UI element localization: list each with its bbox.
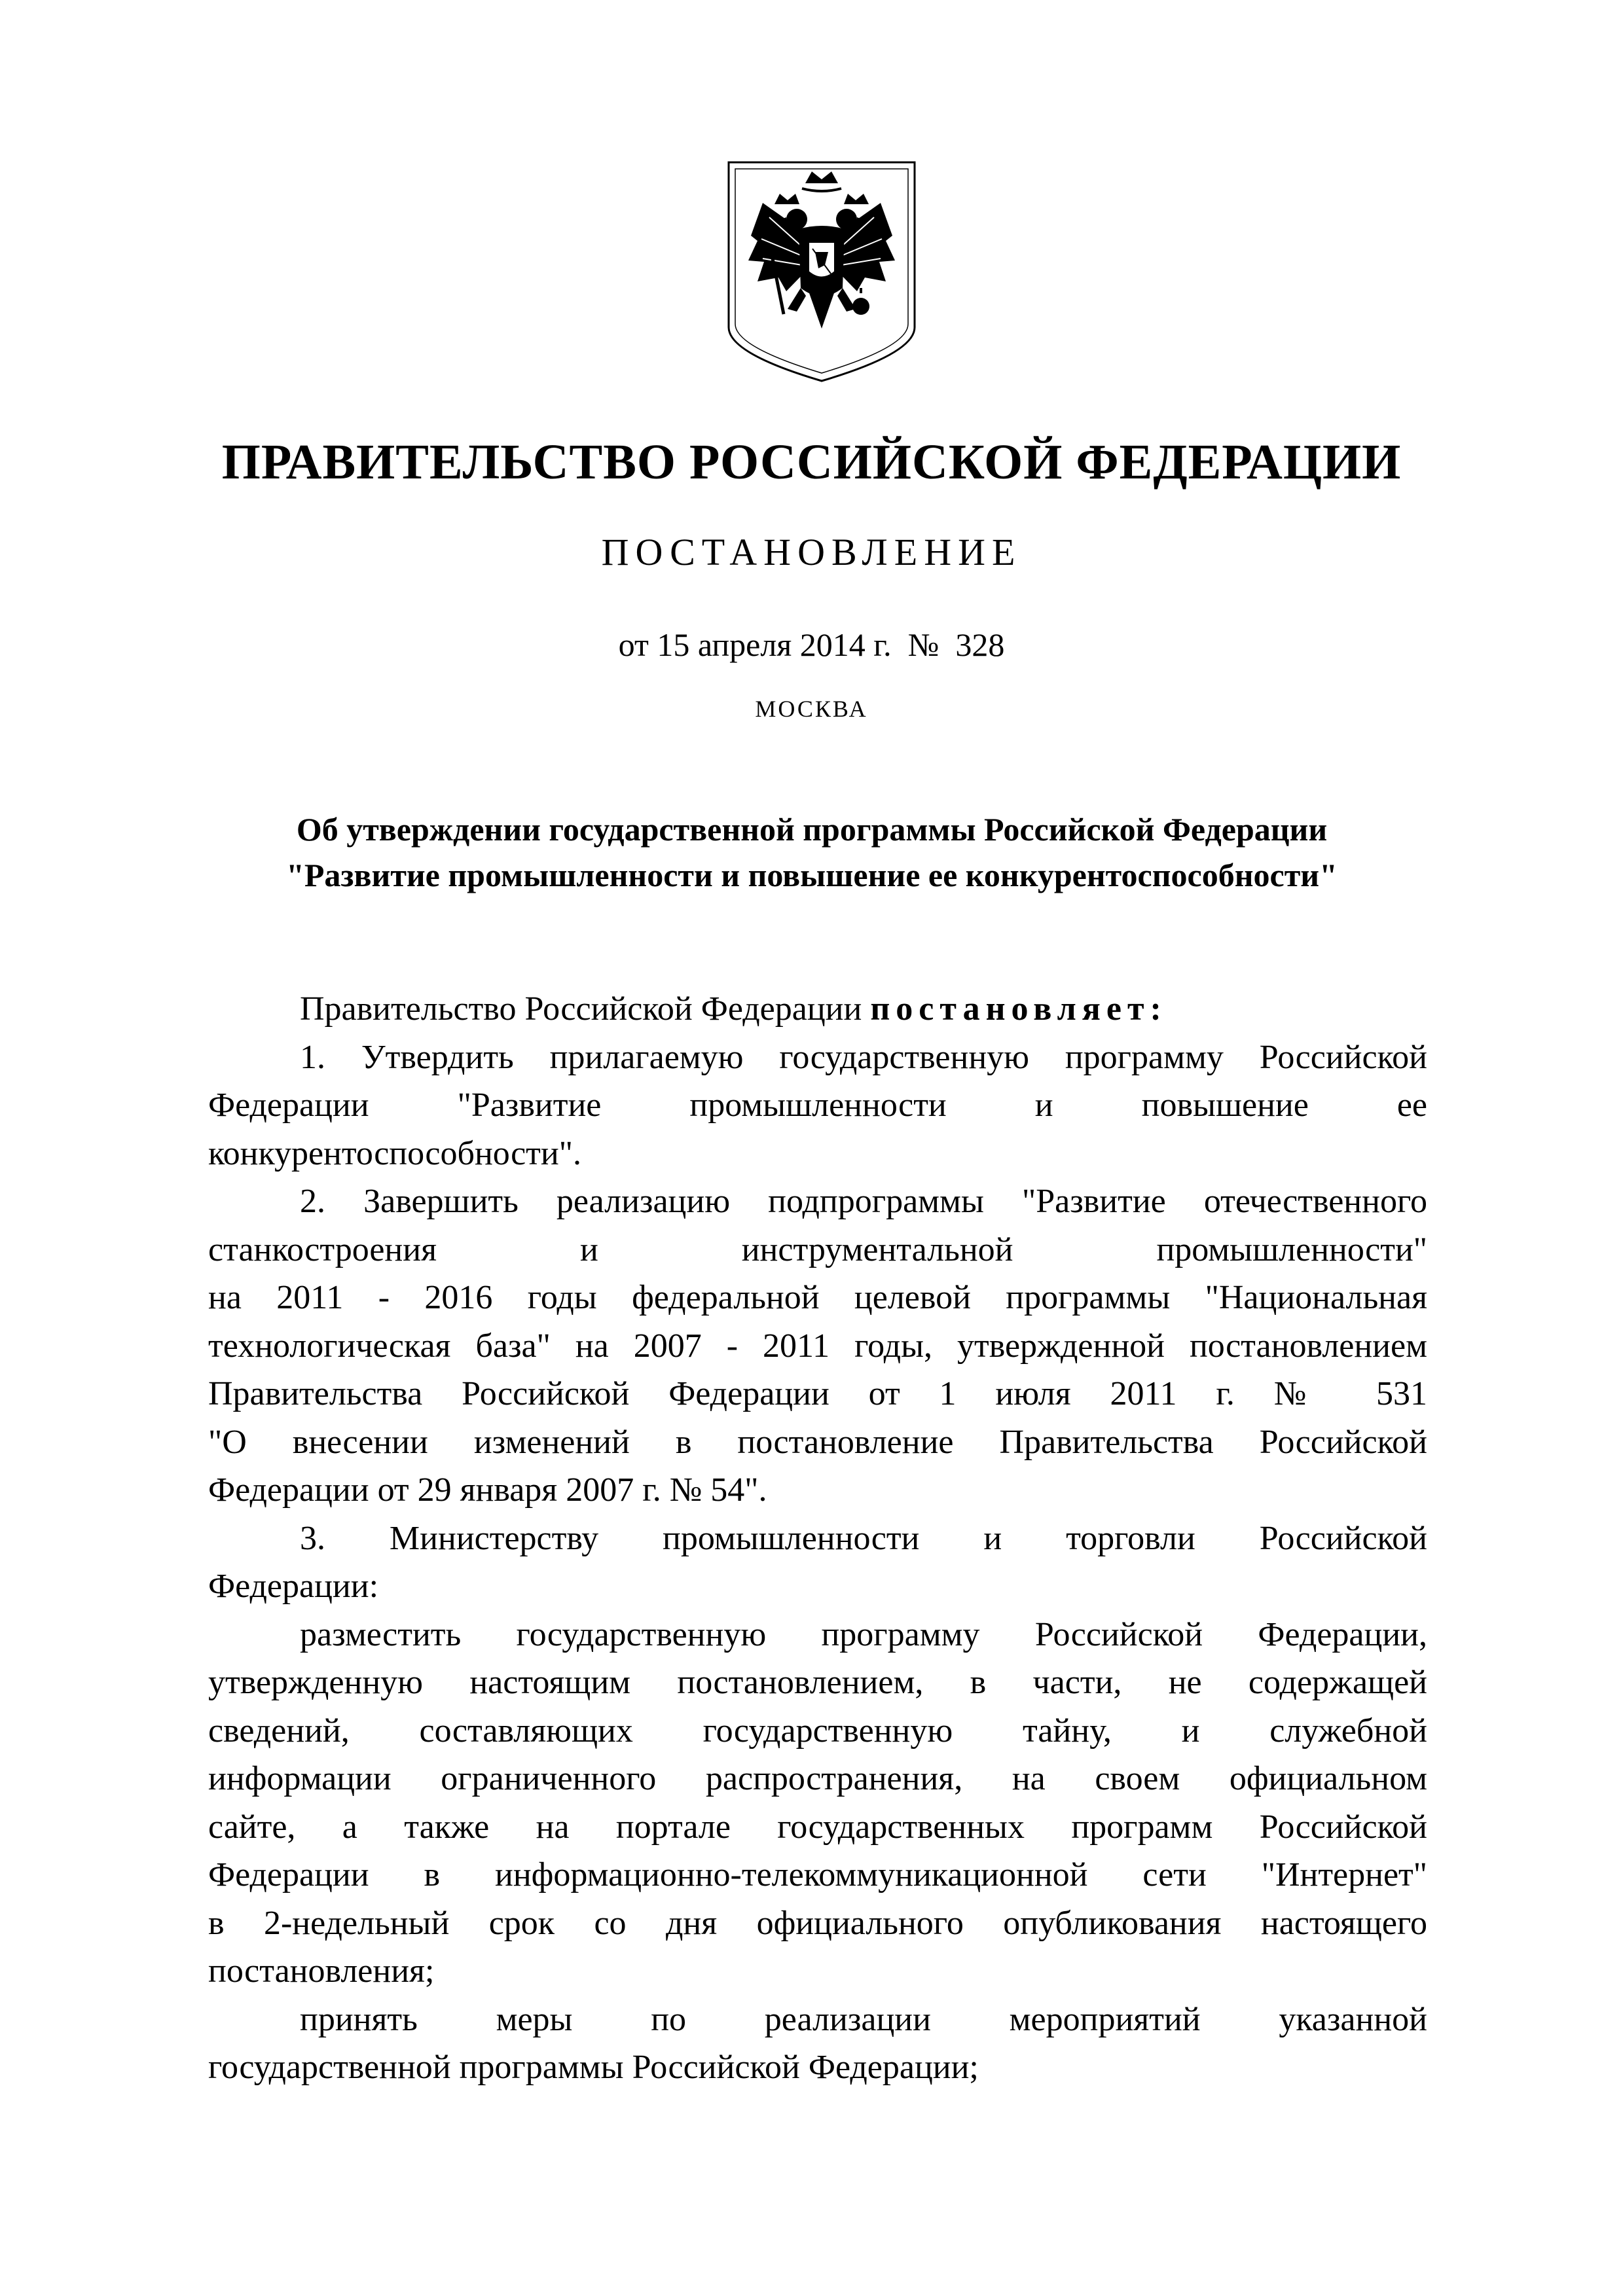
paragraph-4-line-1: разместить государственную программу Российской Федерации, xyxy=(300,1615,1427,1653)
paragraph-4-line-2: утвержденную настоящим постановлением, в части, не содержащей xyxy=(208,1664,1427,1701)
paragraph-2-line-6: "О внесении изменений в постановление Правительства Российской xyxy=(208,1423,1427,1461)
paragraph-2-line-2: станкостроения и инструментальной промышленности" xyxy=(208,1230,1427,1268)
government-title: ПРАВИТЕЛЬСТВО РОССИЙСКОЙ ФЕДЕРАЦИИ xyxy=(221,435,1402,490)
paragraph-4-line-7: в 2-недельный срок со дня официального опубликования настоящего xyxy=(208,1904,1427,1942)
preamble xyxy=(208,985,1427,1033)
city: МОСКВА xyxy=(755,696,868,722)
paragraph-2-line-3: на 2011 - 2016 годы федеральной целевой программы "Национальная xyxy=(208,1279,1427,1316)
paragraph-1-line-3: конкурентоспособности". xyxy=(208,1134,581,1172)
preamble-text: Правительство Российской Федерации xyxy=(300,990,862,1028)
document-subject xyxy=(196,806,1427,898)
paragraph-4-line-6: Федерации в информационно-телекоммуникационной сети "Интернет" xyxy=(208,1856,1427,1893)
paragraph-3-line-1: 3. Министерству промышленности и торговли Российской xyxy=(300,1519,1427,1557)
document-body xyxy=(208,985,1427,2092)
document-type: ПОСТАНОВЛЕНИЕ xyxy=(601,531,1022,573)
paragraph-4-line-3: сведений, составляющих государственную тайну, и служебной xyxy=(208,1712,1427,1749)
subject-line-1: Об утверждении государственной программы Российской Федерации xyxy=(296,811,1328,848)
subject-line-2: "Развитие промышленности и повышение ее конкурентоспособности" xyxy=(286,857,1338,893)
date-and-number: от 15 апреля 2014 г. № 328 xyxy=(618,626,1005,663)
paragraph-1-line-1: 1. Утвердить прилагаемую государственную программу Российской xyxy=(300,1038,1427,1076)
paragraph-1-line-2: Федерации "Развитие промышленности и повышение ее xyxy=(208,1086,1427,1124)
paragraph-2-line-7: Федерации от 29 января 2007 г. № 54". xyxy=(208,1471,767,1509)
paragraph-5-line-2: государственной программы Российской Федерации; xyxy=(208,2049,979,2086)
paragraph-2-line-1: 2. Завершить реализацию подпрограммы "Развитие отечественного xyxy=(300,1183,1427,1220)
decree-word: постановляет: xyxy=(870,990,1167,1028)
paragraph-4-line-8: постановления; xyxy=(208,1952,435,1990)
coat-of-arms-emblem xyxy=(723,157,920,386)
paragraph-3-line-2: Федерации: xyxy=(208,1568,379,1605)
coat-of-arms-icon xyxy=(723,157,920,386)
paragraph-4-line-4: информации ограниченного распространения, на своем официальном xyxy=(208,1760,1427,1797)
paragraph-5-line-1: принять меры по реализации мероприятий указанной xyxy=(300,2000,1427,2038)
paragraph-2-line-5: Правительства Российской Федерации от 1 июля 2011 г. № 531 xyxy=(208,1375,1427,1412)
paragraph-2-line-4: технологическая база" на 2007 - 2011 годы, утвержденной постановлением xyxy=(208,1327,1427,1365)
paragraph-4-line-5: сайте, а также на портале государственных программ Российской xyxy=(208,1808,1427,1846)
